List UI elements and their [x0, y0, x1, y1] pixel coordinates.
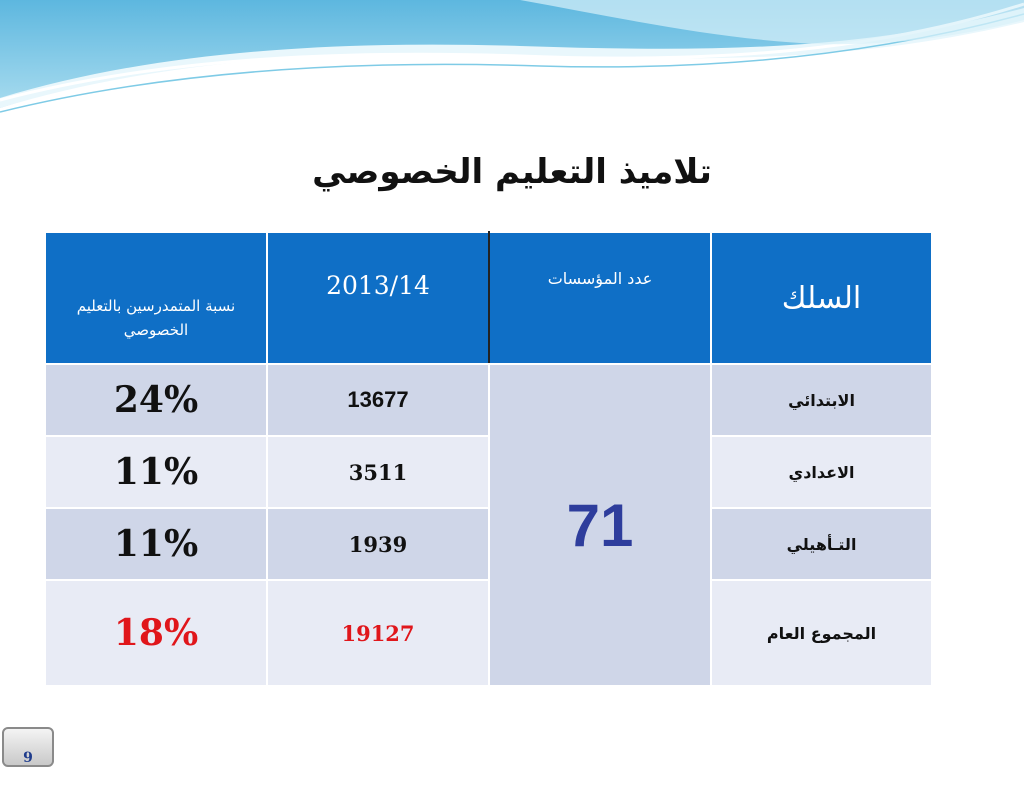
- table-row: [45, 364, 932, 436]
- statistics-table: [44, 231, 933, 687]
- institutions-count-cell: [489, 364, 711, 686]
- header-level: [711, 232, 932, 364]
- header-institutions: [489, 232, 711, 364]
- level-cell: الاعدادي: [711, 436, 932, 508]
- header-percent: [45, 232, 267, 364]
- header-percent-label: نسبة المتمدرسين بالتعليم الخصوصي: [76, 297, 236, 339]
- total-percent-cell: 18%: [45, 580, 267, 686]
- page-number: 9: [23, 750, 33, 766]
- level-cell: التـأهيلي: [711, 508, 932, 580]
- table-row-total: [45, 580, 932, 686]
- total-students-cell: 19127: [267, 580, 489, 686]
- header-year: [267, 232, 489, 364]
- level-cell: الابتدائي: [711, 364, 932, 436]
- students-cell: 1939: [267, 508, 489, 580]
- percent-cell: 11%: [45, 436, 267, 508]
- students-cell: 3511: [267, 436, 489, 508]
- table-row: [45, 508, 932, 580]
- percent-cell: 11%: [45, 508, 267, 580]
- page-number-badge[interactable]: [2, 727, 54, 767]
- total-level-cell: المجموع العام: [711, 580, 932, 686]
- header-level-label: السلك: [781, 280, 862, 316]
- page-title: تلاميذ التعليم الخصوصي: [312, 152, 712, 192]
- header-year-label: 2013/14: [326, 271, 430, 300]
- table-row: [45, 436, 932, 508]
- institutions-count: 71: [566, 491, 634, 559]
- header-institutions-label: عدد المؤسسات: [547, 269, 653, 288]
- percent-cell: 24%: [45, 364, 267, 436]
- table-header-row: [45, 232, 932, 364]
- students-cell: 13677: [267, 364, 489, 436]
- header-wave-decoration: [0, 0, 1024, 130]
